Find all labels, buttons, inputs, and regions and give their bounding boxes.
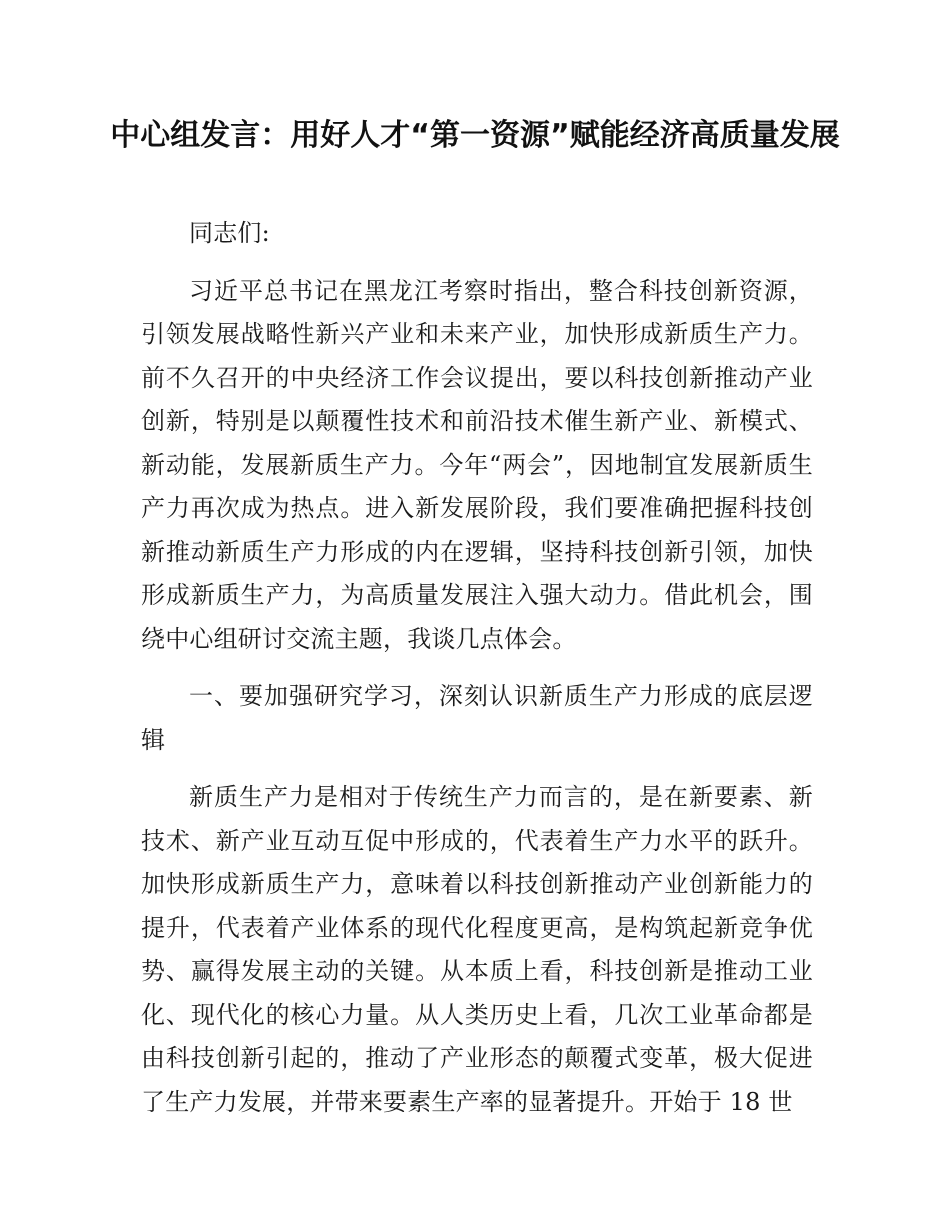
document-body — [141, 212, 813, 1138]
document-title: 中心组发言：用好人才“第一资源”赋能经济高质量发展 — [110, 118, 840, 153]
intro-paragraph: 习近平总书记在黑龙江考察时指出，整合科技创新资源，引领发展战略性新兴产业和未来产业，加快形成新质生产力。前不久召开的中央经济工作会议提出，要以科技创新推动产业创新，特别是以颠覆性技术和前沿技术催生新产业、新模式、新动能，发展新质生产力。今年“两会”，因地制宜发展新质生产力再次成为热点。进入新发展阶段，我们要准确把握科技创新推动新质生产力形成的内在逻辑，坚持科技创新引领，加快形成新质生产力，为高质量发展注入强大动力。借此机会，围绕中心组研讨交流主题，我谈几点体会。 — [141, 276, 813, 653]
salutation-paragraph: 同志们: — [189, 219, 270, 247]
section-one-paragraph: 新质生产力是相对于传统生产力而言的，是在新要素、新技术、新产业互动互促中形成的，代表着生产力水平的跃升。加快形成新质生产力，意味着以科技创新推动产业创新能力的提升，代表着产业体系的现代化程度更高，是构筑起新竞争优势、赢得发展主动的关键。从本质上看，科技创新是推动工业化、现代化的核心力量。从人类历史上看，几次工业革命都是由科技创新引起的，推动了产业形态的颠覆式变革，极大促进了生产力发展，并带来要素生产率的显著提升。开始于 18 世 — [141, 783, 813, 1116]
section-heading-one: 一、要加强研究学习，深刻认识新质生产力形成的底层逻辑 — [141, 682, 813, 754]
